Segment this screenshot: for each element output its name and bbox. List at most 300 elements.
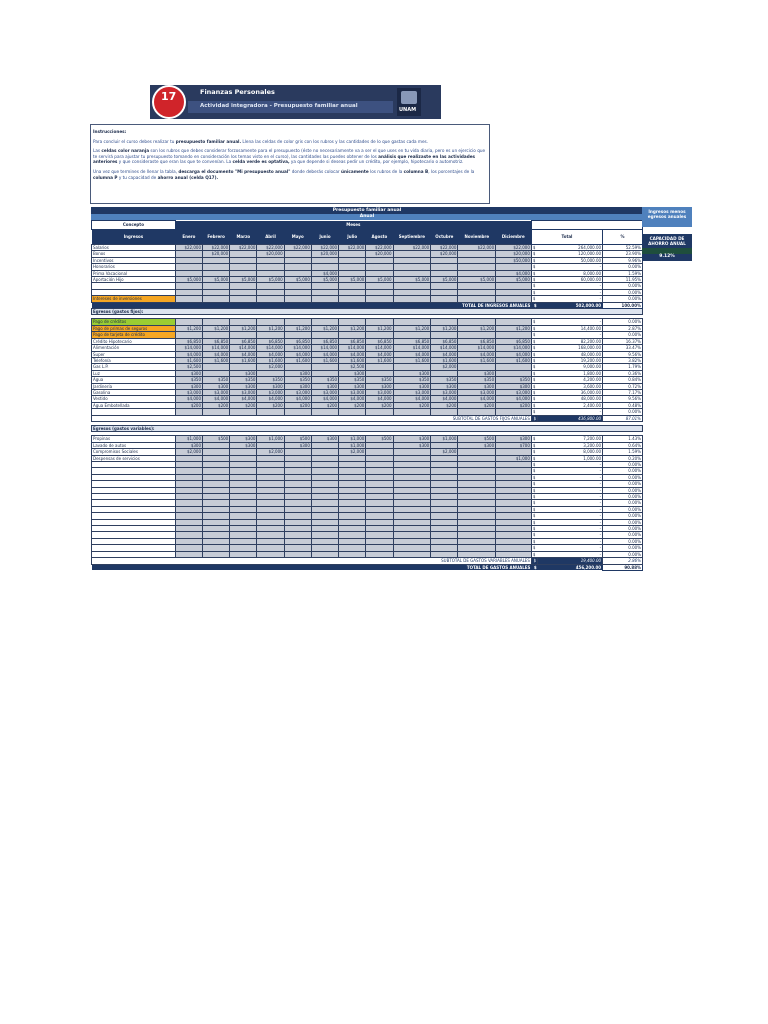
month-value-cell[interactable]: $1,200 [339, 325, 366, 331]
month-value-cell[interactable]: $300 [458, 383, 496, 389]
month-value-cell[interactable]: $14,000 [431, 345, 458, 351]
month-value-cell[interactable]: $350 [284, 377, 311, 383]
concept-cell[interactable]: Lavado de autos [92, 442, 176, 448]
month-value-cell[interactable]: $4,000 [311, 270, 338, 276]
month-value-cell[interactable]: $300 [393, 383, 431, 389]
concept-cell[interactable]: Propinas [92, 436, 176, 442]
month-value-cell[interactable]: $1,600 [393, 357, 431, 363]
sheet-period: Anual [91, 214, 643, 220]
month-value-cell[interactable]: $14,000 [366, 345, 393, 351]
row-total: 1,800.00 [538, 370, 603, 376]
month-value-cell[interactable]: $1,200 [230, 325, 257, 331]
month-value-cell[interactable]: $500 [284, 436, 311, 442]
row-total: - [538, 506, 603, 512]
month-value-cell[interactable]: $3,000 [393, 389, 431, 395]
currency-symbol: $ [531, 532, 537, 538]
month-value-cell[interactable]: $300 [458, 370, 496, 376]
concept-cell[interactable]: Pago de tarjeta de crédito [92, 332, 176, 338]
row-percent: 52.59% [603, 245, 643, 251]
month-value-cell[interactable]: $300 [175, 383, 202, 389]
month-value-cell[interactable]: $300 [284, 370, 311, 376]
currency-symbol: $ [531, 436, 537, 442]
month-value-cell[interactable]: $22,000 [496, 245, 532, 251]
month-value-cell[interactable]: $1,200 [257, 325, 284, 331]
row-percent: 0.00% [603, 468, 643, 474]
month-value-cell[interactable]: $2,500 [339, 364, 366, 370]
month-value-cell[interactable]: $3,000 [175, 389, 202, 395]
month-value-cell[interactable]: $22,000 [284, 245, 311, 251]
month-value-cell[interactable]: $1,200 [431, 325, 458, 331]
month-value-cell[interactable]: $300 [496, 383, 532, 389]
month-value-cell[interactable]: $2,000 [175, 449, 202, 455]
currency-symbol: $ [531, 345, 537, 351]
subtotal-total: 436,800.00 [538, 415, 603, 421]
month-value-cell[interactable]: $350 [431, 377, 458, 383]
row-total: 48,000.00 [538, 396, 603, 402]
month-value-cell[interactable]: $350 [257, 377, 284, 383]
month-value-cell[interactable]: $14,000 [175, 345, 202, 351]
currency-symbol: $ [531, 500, 537, 506]
month-value-cell[interactable]: $14,000 [230, 345, 257, 351]
row-total: - [538, 474, 603, 480]
month-value-cell[interactable]: $4,000 [203, 351, 230, 357]
summary-percent: 100.00% [603, 302, 643, 308]
concept-cell[interactable]: Agua Embotellada [92, 402, 176, 408]
month-value-cell[interactable]: $500 [366, 436, 393, 442]
month-value-cell[interactable]: $200 [366, 402, 393, 408]
row-percent: 0.36% [603, 370, 643, 376]
month-value-cell[interactable]: $20,000 [311, 251, 338, 257]
month-value-cell[interactable]: $4,000 [496, 396, 532, 402]
month-value-cell[interactable]: $3,000 [496, 389, 532, 395]
month-value-cell[interactable]: $200 [496, 402, 532, 408]
month-value-cell[interactable]: $1,600 [339, 357, 366, 363]
month-value-cell[interactable]: $1,600 [230, 357, 257, 363]
concept-cell[interactable]: Agua [92, 377, 176, 383]
currency-symbol: $ [531, 396, 537, 402]
month-value-cell[interactable]: $14,000 [393, 345, 431, 351]
row-total: 19,200.00 [538, 357, 603, 363]
month-value-cell[interactable]: $3,000 [284, 389, 311, 395]
month-value-cell[interactable]: $50,000 [496, 257, 532, 263]
month-value-cell[interactable]: $200 [393, 402, 431, 408]
month-header: Octubre [431, 230, 458, 245]
month-value-cell[interactable]: $300 [496, 436, 532, 442]
month-value-cell[interactable]: $2,000 [339, 449, 366, 455]
currency-symbol: $ [531, 332, 537, 338]
summary-label: TOTAL DE INGRESOS ANUALES [92, 302, 532, 308]
month-value-cell[interactable]: $350 [339, 377, 366, 383]
month-value-cell[interactable]: $14,000 [284, 345, 311, 351]
month-value-cell[interactable]: $3,000 [431, 389, 458, 395]
concept-cell[interactable]: Telefonía [92, 357, 176, 363]
currency-symbol: $ [531, 364, 537, 370]
month-value-cell[interactable]: $5,000 [203, 277, 230, 283]
month-value-cell[interactable]: $300 [311, 436, 338, 442]
month-value-cell[interactable]: $4,000 [339, 396, 366, 402]
month-value-cell[interactable]: $6,850 [496, 338, 532, 344]
month-value-cell[interactable]: $22,000 [393, 245, 431, 251]
month-value-cell[interactable]: $1,000 [175, 436, 202, 442]
row-percent: 7.17% [603, 389, 643, 395]
row-total: - [538, 264, 603, 270]
month-value-cell[interactable]: $22,000 [257, 245, 284, 251]
month-value-cell[interactable]: $14,000 [458, 345, 496, 351]
month-value-cell[interactable]: $5,000 [431, 277, 458, 283]
month-value-cell[interactable]: $1,200 [311, 325, 338, 331]
month-value-cell[interactable]: $6,850 [431, 338, 458, 344]
row-total: - [538, 296, 603, 302]
text: los rubros de la [368, 168, 404, 174]
month-value-cell[interactable]: $14,000 [496, 345, 532, 351]
month-value-cell[interactable]: $200 [458, 402, 496, 408]
concept-cell[interactable]: Bonos [92, 251, 176, 257]
month-value-cell[interactable]: $14,000 [339, 345, 366, 351]
month-value-cell[interactable]: $1,000 [339, 442, 366, 448]
row-total: - [538, 494, 603, 500]
concept-cell[interactable]: Aportación Hijo [92, 277, 176, 283]
month-value-cell[interactable]: $1,200 [458, 325, 496, 331]
month-value-cell[interactable]: $22,000 [203, 245, 230, 251]
concept-cell[interactable]: Prima Vacacional [92, 270, 176, 276]
month-value-cell[interactable]: $300 [203, 383, 230, 389]
concept-cell[interactable]: Salarios [92, 245, 176, 251]
month-value-cell[interactable]: $350 [366, 377, 393, 383]
text: Una vez que termines de llenar la tabla, [93, 168, 179, 174]
month-value-cell[interactable]: $4,000 [230, 396, 257, 402]
month-value-cell[interactable]: $4,000 [284, 351, 311, 357]
row-total: 120,000.00 [538, 251, 603, 257]
currency-symbol: $ [531, 319, 537, 325]
concept-cell[interactable]: Pago de primas de seguros [92, 325, 176, 331]
month-value-cell[interactable]: $350 [393, 377, 431, 383]
course-logo [152, 85, 186, 119]
month-value-cell[interactable]: $300 [284, 442, 311, 448]
text: únicamente [340, 168, 369, 174]
month-value-cell[interactable]: $6,850 [339, 338, 366, 344]
month-value-cell[interactable]: $300 [393, 436, 431, 442]
month-value-cell[interactable]: $1,600 [175, 357, 202, 363]
month-value-cell[interactable]: $22,000 [230, 245, 257, 251]
row-percent: 0.00% [603, 474, 643, 480]
month-value-cell[interactable]: $350 [175, 377, 202, 383]
month-value-cell[interactable]: $300 [339, 370, 366, 376]
month-value-cell[interactable]: $5,000 [175, 277, 202, 283]
text: ya que depende si deseas pedir un crédito, por ejemplo, hipotecario o automotriz. [289, 159, 464, 165]
month-value-cell[interactable]: $22,000 [175, 245, 202, 251]
month-value-cell[interactable]: $1,600 [496, 357, 532, 363]
month-value-cell[interactable]: $5,000 [496, 277, 532, 283]
instructions-paragraph-1 [93, 139, 487, 145]
month-value-cell[interactable]: $350 [311, 377, 338, 383]
month-value-cell[interactable]: $2,000 [257, 364, 284, 370]
month-value-cell[interactable]: $200 [311, 402, 338, 408]
currency-symbol: $ [531, 487, 537, 493]
concept-cell[interactable]: Super [92, 351, 176, 357]
month-value-cell[interactable]: $14,000 [257, 345, 284, 351]
month-value-cell[interactable]: $1,600 [366, 357, 393, 363]
month-value-cell[interactable]: $1,200 [496, 325, 532, 331]
row-total: - [538, 500, 603, 506]
currency-symbol: $ [531, 270, 537, 276]
month-value-cell[interactable]: $6,850 [230, 338, 257, 344]
month-value-cell[interactable]: $6,850 [284, 338, 311, 344]
month-value-cell[interactable]: $4,000 [230, 351, 257, 357]
month-value-cell[interactable]: $4,000 [257, 351, 284, 357]
month-value-cell[interactable]: $500 [458, 436, 496, 442]
month-value-cell[interactable]: $200 [431, 402, 458, 408]
concept-cell[interactable]: Alimentación [92, 345, 176, 351]
section-label: Egresos (gastos fijos): [92, 309, 643, 315]
month-value-cell[interactable]: $3,000 [311, 389, 338, 395]
month-value-cell[interactable]: $200 [230, 402, 257, 408]
month-value-cell[interactable]: $6,850 [366, 338, 393, 344]
currency-symbol: $ [531, 351, 537, 357]
text: , los porcentajes de la [428, 168, 475, 174]
month-value-cell[interactable]: $5,000 [393, 277, 431, 283]
concept-cell[interactable]: Compromisos Sociales [92, 449, 176, 455]
savings-note: Ingresos menos egresos anuales [642, 207, 692, 227]
month-value-cell[interactable]: $1,600 [311, 357, 338, 363]
expense-total-row [92, 564, 643, 570]
month-value-cell[interactable]: $3,000 [203, 389, 230, 395]
month-value-cell[interactable]: $1,600 [257, 357, 284, 363]
concept-cell[interactable]: Crédito Hipotecario [92, 338, 176, 344]
month-value-cell[interactable]: $300 [230, 370, 257, 376]
month-value-cell[interactable]: $1,000 [496, 455, 532, 461]
month-value-cell[interactable]: $300 [366, 383, 393, 389]
concept-cell[interactable]: Pago de créditos [92, 319, 176, 325]
month-header: Agosto [366, 230, 393, 245]
month-value-cell[interactable]: $700 [496, 442, 532, 448]
savings-capacity-label: CAPACIDAD DE AHORRO ANUAL [642, 234, 692, 248]
month-value-cell[interactable]: $6,850 [203, 338, 230, 344]
month-value-cell[interactable]: $5,000 [339, 277, 366, 283]
row-percent: 0.00% [603, 538, 643, 544]
concept-cell[interactable]: Despensas de servicios [92, 455, 176, 461]
row-total: 2,400.00 [538, 402, 603, 408]
concept-cell[interactable]: Gasolina [92, 389, 176, 395]
month-value-cell[interactable]: $5,000 [284, 277, 311, 283]
month-value-cell[interactable]: $200 [284, 402, 311, 408]
month-value-cell[interactable]: $5,000 [311, 277, 338, 283]
month-value-cell[interactable]: $1,200 [393, 325, 431, 331]
month-value-cell[interactable]: $300 [175, 370, 202, 376]
month-value-cell[interactable]: $4,000 [175, 351, 202, 357]
month-value-cell[interactable]: $200 [339, 402, 366, 408]
month-value-cell[interactable]: $6,850 [311, 338, 338, 344]
concept-cell[interactable]: Luz [92, 370, 176, 376]
month-value-cell[interactable]: $4,000 [458, 351, 496, 357]
summary-percent: 90.88% [603, 564, 643, 570]
month-value-cell[interactable]: $300 [339, 383, 366, 389]
month-value-cell[interactable]: $200 [175, 402, 202, 408]
text: Las [93, 148, 102, 154]
month-value-cell[interactable]: $6,850 [393, 338, 431, 344]
sheet-title: Presupuesto familiar anual [91, 207, 643, 214]
month-value-cell[interactable]: $5,000 [230, 277, 257, 283]
month-value-cell[interactable]: $4,000 [393, 351, 431, 357]
month-value-cell[interactable]: $1,600 [203, 357, 230, 363]
month-value-cell[interactable]: $4,000 [257, 396, 284, 402]
text: son los rubros que debes considerar forzosamente para el presupuesto (éste no necesariamente va a ser el que uses en tu vida diaria, pero es un ejercicio que te servirá para ajustar tu presupuesto tomando en consideración los temas visto en el curso), las cantidades las puedes obtener de los [93, 148, 486, 159]
month-value-cell[interactable]: $300 [230, 383, 257, 389]
month-value-cell[interactable]: $4,000 [311, 351, 338, 357]
month-value-cell[interactable]: $3,000 [458, 389, 496, 395]
concept-cell[interactable]: Gas L.P. [92, 364, 176, 370]
row-percent: 0.00% [603, 264, 643, 270]
month-value-cell[interactable]: $4,000 [458, 396, 496, 402]
row-percent: 3.82% [603, 357, 643, 363]
concept-cell[interactable]: Vestido [92, 396, 176, 402]
row-total: 7,200.00 [538, 436, 603, 442]
month-value-cell[interactable]: $1,200 [203, 325, 230, 331]
row-percent: 0.00% [603, 551, 643, 557]
text: presupuesto familiar anual. [175, 138, 242, 144]
month-value-cell[interactable]: $1,000 [339, 436, 366, 442]
income-header: Ingresos [92, 230, 176, 245]
row-percent: 0.72% [603, 383, 643, 389]
row-percent: 0.00% [603, 532, 643, 538]
month-value-cell[interactable]: $350 [203, 377, 230, 383]
month-value-cell[interactable]: $300 [458, 442, 496, 448]
month-value-cell[interactable]: $350 [230, 377, 257, 383]
month-value-cell[interactable]: $4,000 [366, 396, 393, 402]
concept-cell[interactable]: Intereses de inversiones [92, 296, 176, 302]
month-value-cell[interactable]: $14,000 [311, 345, 338, 351]
month-value-cell[interactable]: $4,000 [393, 396, 431, 402]
month-value-cell[interactable]: $300 [431, 383, 458, 389]
instructions-paragraph-2 [93, 148, 487, 165]
concept-cell[interactable]: Honorarios [92, 264, 176, 270]
month-value-cell[interactable]: $4,000 [431, 396, 458, 402]
month-value-cell[interactable]: $4,000 [175, 396, 202, 402]
month-value-cell[interactable]: $1,000 [431, 436, 458, 442]
month-value-cell[interactable]: $300 [257, 383, 284, 389]
month-value-cell[interactable]: $500 [203, 436, 230, 442]
month-value-cell[interactable]: $5,000 [257, 277, 284, 283]
month-value-cell[interactable]: $300 [230, 436, 257, 442]
month-value-cell[interactable]: $1,200 [175, 325, 202, 331]
month-value-cell[interactable]: $300 [284, 383, 311, 389]
row-percent: 2.87% [603, 325, 643, 331]
text: análisis que realizaste en las actividades anteriores [93, 153, 476, 165]
month-value-cell[interactable]: $6,850 [458, 338, 496, 344]
month-value-cell[interactable]: $4,000 [339, 351, 366, 357]
month-value-cell[interactable]: $4,000 [496, 351, 532, 357]
month-value-cell[interactable]: $2,000 [431, 449, 458, 455]
row-percent: 0.00% [603, 319, 643, 325]
month-value-cell[interactable]: $4,000 [431, 351, 458, 357]
row-percent: 1.79% [603, 364, 643, 370]
month-value-cell[interactable]: $2,500 [175, 364, 202, 370]
subtotal-percent: 2.86% [603, 558, 643, 564]
row-percent: 9.56% [603, 396, 643, 402]
unam-label: UNAM [399, 107, 417, 113]
month-value-cell[interactable]: $4,000 [366, 351, 393, 357]
currency-symbol: $ [531, 545, 537, 551]
row-percent: 0.00% [603, 513, 643, 519]
month-value-cell[interactable]: $5,000 [458, 277, 496, 283]
row-total: - [538, 283, 603, 289]
month-value-cell[interactable]: $350 [458, 377, 496, 383]
row-percent: 0.00% [603, 283, 643, 289]
month-value-cell[interactable]: $1,000 [257, 436, 284, 442]
row-percent: 0.00% [603, 289, 643, 295]
month-value-cell[interactable]: $5,000 [366, 277, 393, 283]
month-value-cell[interactable]: $3,000 [366, 389, 393, 395]
concept-cell[interactable]: Jardinería [92, 383, 176, 389]
month-value-cell[interactable]: $14,000 [203, 345, 230, 351]
currency-symbol: $ [531, 245, 537, 251]
month-value-cell[interactable]: $300 [175, 442, 202, 448]
month-value-cell[interactable]: $2,000 [431, 364, 458, 370]
month-value-cell[interactable]: $4,000 [284, 396, 311, 402]
month-value-cell[interactable]: $20,000 [496, 251, 532, 257]
month-value-cell[interactable]: $4,000 [496, 270, 532, 276]
currency-symbol: $ [531, 415, 537, 421]
month-value-cell[interactable]: $20,000 [203, 251, 230, 257]
month-value-cell[interactable]: $22,000 [431, 245, 458, 251]
text: celda verde es optativa, [232, 159, 290, 165]
row-percent: 0.00% [603, 494, 643, 500]
month-value-cell[interactable]: $1,600 [431, 357, 458, 363]
month-value-cell[interactable]: $300 [393, 370, 431, 376]
month-value-cell[interactable]: $4,000 [311, 396, 338, 402]
month-value-cell[interactable]: $22,000 [339, 245, 366, 251]
row-percent: 0.00% [603, 296, 643, 302]
row-percent: 0.00% [603, 462, 643, 468]
month-value-cell[interactable]: $1,600 [284, 357, 311, 363]
month-value-cell[interactable]: $20,000 [366, 251, 393, 257]
month-value-cell[interactable]: $1,200 [284, 325, 311, 331]
row-percent: 11.95% [603, 277, 643, 283]
month-value-cell[interactable]: $1,200 [366, 325, 393, 331]
month-value-cell[interactable]: $200 [203, 402, 230, 408]
month-value-cell[interactable]: $200 [257, 402, 284, 408]
currency-symbol: $ [531, 468, 537, 474]
savings-capacity-value: 9.12% [642, 254, 692, 261]
month-value-cell[interactable]: $22,000 [366, 245, 393, 251]
month-value-cell[interactable]: $20,000 [257, 251, 284, 257]
month-value-cell[interactable]: $3,000 [339, 389, 366, 395]
row-total: - [538, 332, 603, 338]
month-value-cell[interactable]: $22,000 [458, 245, 496, 251]
month-value-cell[interactable]: $300 [393, 442, 431, 448]
month-value-cell[interactable]: $6,850 [257, 338, 284, 344]
month-value-cell[interactable]: $20,000 [431, 251, 458, 257]
month-value-cell[interactable]: $1,600 [458, 357, 496, 363]
row-percent: 16.37% [603, 338, 643, 344]
month-value-cell[interactable]: $3,000 [257, 389, 284, 395]
month-header: Diciembre [496, 230, 532, 245]
concept-cell[interactable]: Incentivos [92, 257, 176, 263]
text: Llena las celdas de color gris con los rubros y las cantidades de lo que gastas cada mes. [241, 138, 429, 144]
month-value-cell[interactable]: $3,000 [230, 389, 257, 395]
summary-label: TOTAL DE GASTOS ANUALES [92, 564, 532, 570]
month-value-cell[interactable]: $4,000 [203, 396, 230, 402]
month-value-cell[interactable]: $300 [311, 383, 338, 389]
row-total: - [538, 487, 603, 493]
row-percent: 0.00% [603, 526, 643, 532]
row-percent: 0.84% [603, 377, 643, 383]
month-value-cell[interactable]: $350 [496, 377, 532, 383]
month-value-cell[interactable]: $2,000 [257, 449, 284, 455]
month-value-cell[interactable]: $22,000 [311, 245, 338, 251]
month-header: Marzo [230, 230, 257, 245]
month-value-cell[interactable]: $300 [230, 442, 257, 448]
month-value-cell[interactable]: $6,850 [175, 338, 202, 344]
